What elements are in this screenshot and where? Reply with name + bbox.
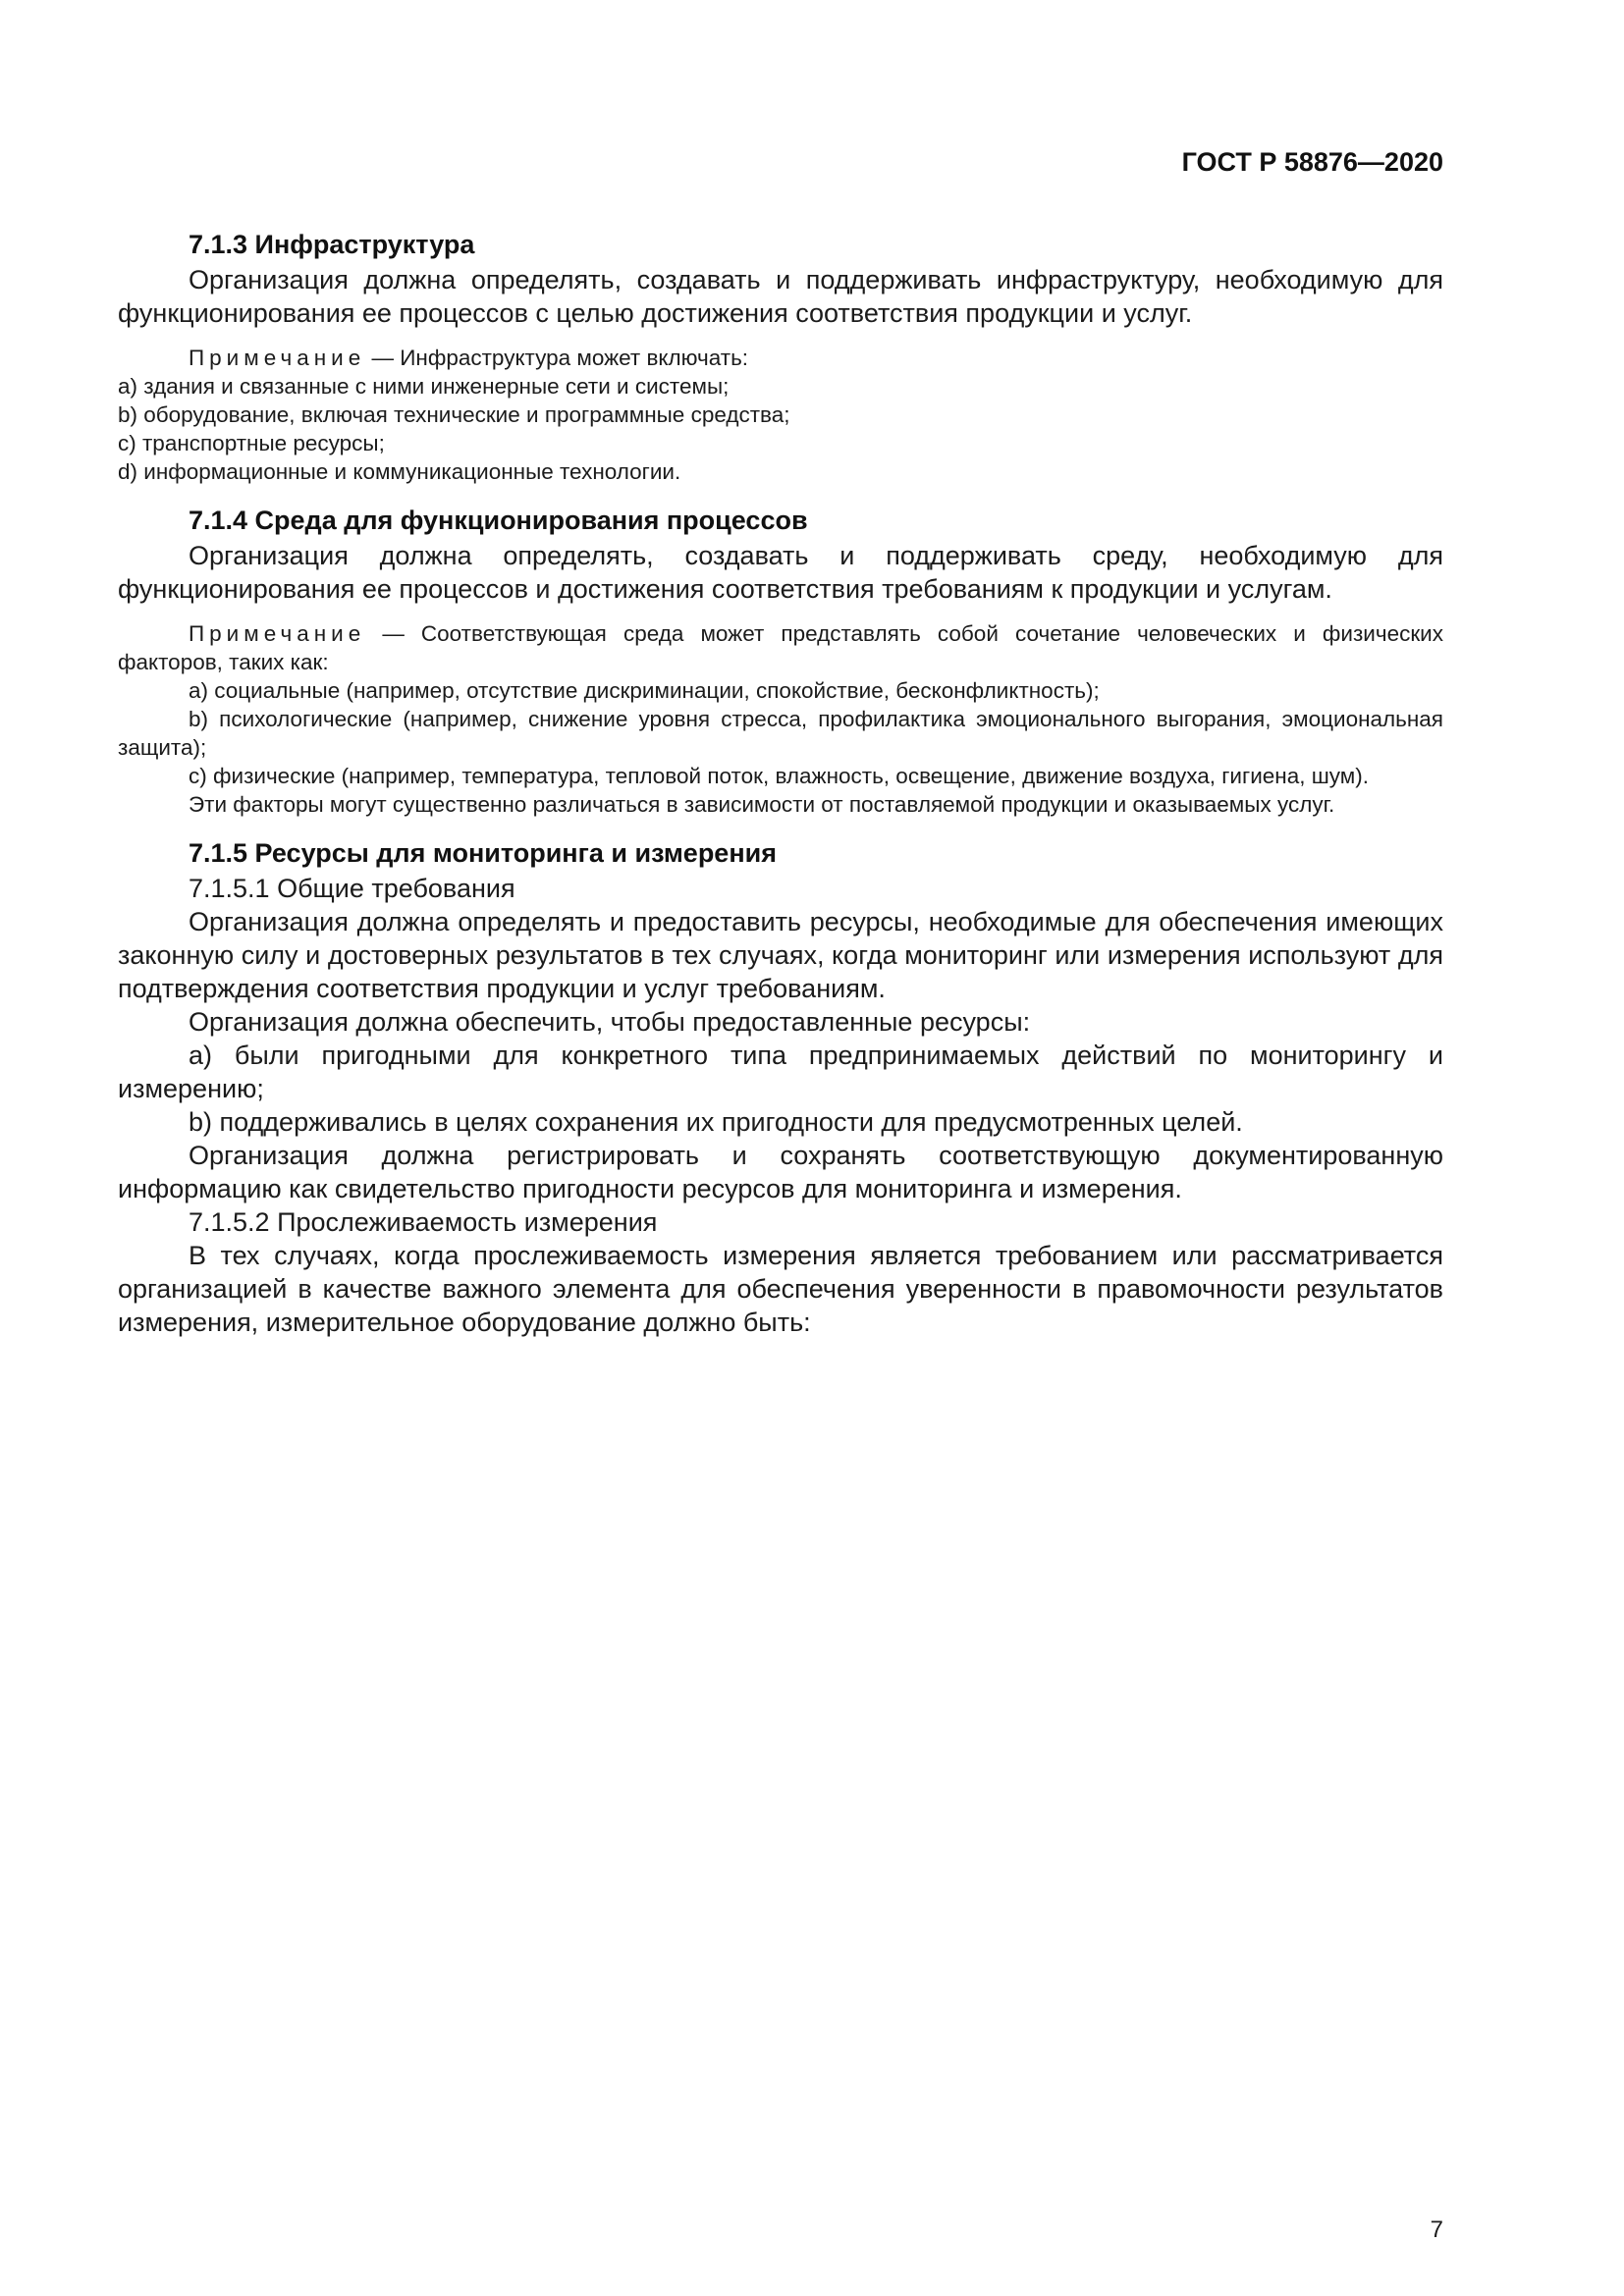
section-7-1-3-title: 7.1.3 Инфраструктура xyxy=(189,230,475,259)
document-code: ГОСТ Р 58876—2020 xyxy=(1181,147,1443,177)
page-number: 7 xyxy=(1430,2216,1443,2243)
page-content xyxy=(118,228,1443,1339)
subsection-title: 7.1.5.1 Общие требования xyxy=(189,874,515,903)
paragraph: Организация должна определять, создавать и поддерживать инфраструктуру, необходимую для функционирования ее процессов с целью достижения соответствия продукции и услуг. xyxy=(118,265,1443,328)
note xyxy=(118,344,1443,372)
paragraph: Организация должна обеспечить, чтобы предоставленные ресурсы: xyxy=(189,1007,1031,1037)
note-item: b) оборудование, включая технические и программные средства; xyxy=(118,402,790,427)
section-7-1-4-title: 7.1.4 Среда для функционирования процессов xyxy=(189,506,808,535)
note-end: Эти факторы могут существенно различаться в зависимости от поставляемой продукции и оказываемых услуг. xyxy=(189,792,1335,817)
paragraph: Организация должна определять, создавать и поддерживать среду, необходимую для функционирования ее процессов и достижения соответствия требованиям к продукции и услугам. xyxy=(118,541,1443,604)
note-item: d) информационные и коммуникационные технологии. xyxy=(118,459,681,484)
document-page xyxy=(118,0,1443,2296)
note-text: — Инфраструктура может включать: xyxy=(365,346,749,370)
subsection-title: 7.1.5.2 Прослеживаемость измерения xyxy=(189,1207,658,1237)
paragraph: Организация должна регистрировать и сохранять соответствующую документированную информацию как свидетельство пригодности ресурсов для мониторинга и измерения. xyxy=(118,1141,1443,1203)
note-item: b) психологические (например, снижение уровня стресса, профилактика эмоционального выгорания, эмоциональная защита); xyxy=(118,707,1443,760)
list-item: a) были пригодными для конкретного типа предпринимаемых действий по мониторингу и измерению; xyxy=(118,1041,1443,1103)
note-item: c) физические (например, температура, тепловой поток, влажность, освещение, движение воздуха, гигиена, шум). xyxy=(189,764,1369,788)
note-text: — Соответствующая среда может представлять собой сочетание человеческих и физических факторов, таких как: xyxy=(118,621,1443,674)
paragraph: Организация должна определять и предоставить ресурсы, необходимые для обеспечения имеющих законную силу и достоверных результатов в тех случаях, когда мониторинг или измерения используют для подтверждения соответствия продукции и услуг требованиям. xyxy=(118,907,1443,1003)
paragraph: В тех случаях, когда прослеживаемость измерения является требованием или рассматривается организацией в качестве важного элемента для обеспечения уверенности в правомочности результатов измерения, измерительное оборудование должно быть: xyxy=(118,1241,1443,1337)
note-item: c) транспортные ресурсы; xyxy=(118,431,385,455)
note-lead: Примечание xyxy=(189,621,366,646)
list-item: b) поддерживались в целях сохранения их пригодности для предусмотренных целей. xyxy=(189,1107,1243,1137)
section-7-1-5-title: 7.1.5 Ресурсы для мониторинга и измерения xyxy=(189,838,777,868)
note-lead: Примечание xyxy=(189,346,366,370)
note xyxy=(118,619,1443,676)
note-item: a) социальные (например, отсутствие дискриминации, спокойствие, бесконфликтность); xyxy=(189,678,1100,703)
note-item: a) здания и связанные с ними инженерные сети и системы; xyxy=(118,374,730,399)
